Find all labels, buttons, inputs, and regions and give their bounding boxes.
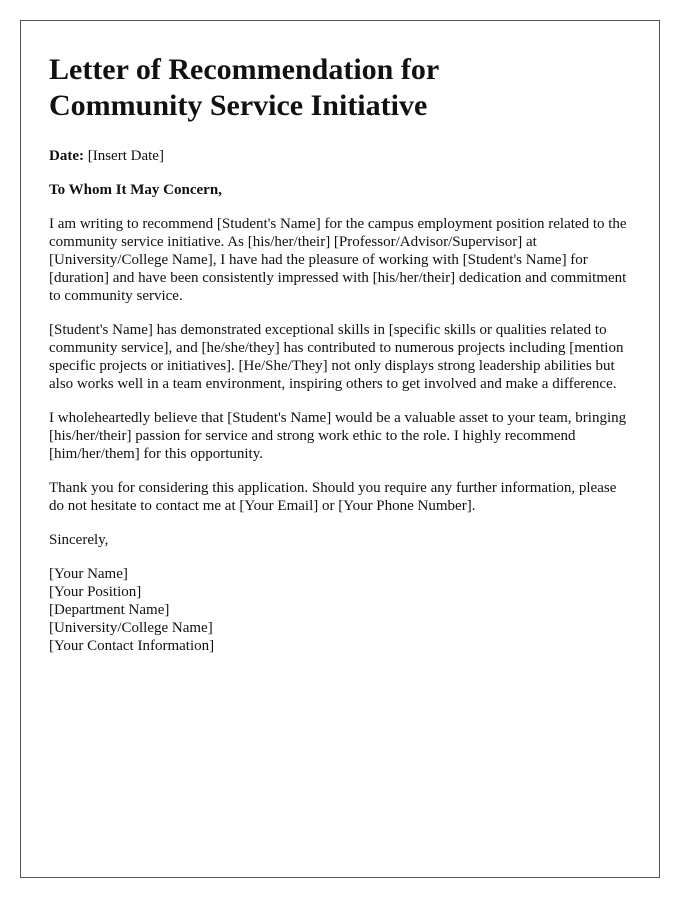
signature-contact: [Your Contact Information]: [49, 638, 215, 654]
signature-block: [49, 565, 631, 655]
signature-department: [Department Name]: [49, 602, 170, 618]
body-paragraph-3: I wholeheartedly believe that [Student's Name] would be a valuable asset to your team, bringing [his/her/their] passion for service and strong work ethic to the role. I highly recommend [him/her/them] for this opportunity.: [49, 410, 627, 462]
signature-institution: [University/College Name]: [49, 620, 213, 636]
date-value: [Insert Date]: [87, 148, 164, 164]
letter-page: [20, 20, 660, 878]
signature-position: [Your Position]: [49, 584, 142, 600]
body-paragraph-1: I am writing to recommend [Student's Name] for the campus employment position related to the community service initiative. As [his/her/their] [Professor/Advisor/Supervisor] at [University/College Name], I have had the pleasure of working with [Student's Name] for [duration] and have been consistently impressed with [his/her/their] dedication and commitment to community service.: [49, 216, 627, 304]
letter-title: [49, 52, 631, 124]
date-line: [49, 147, 631, 165]
title-line-2: Community Service Initiative: [49, 89, 428, 122]
date-label: Date:: [49, 148, 84, 164]
closing: Sincerely,: [49, 532, 109, 548]
title-line-1: Letter of Recommendation for: [49, 53, 440, 86]
signature-name: [Your Name]: [49, 566, 128, 582]
body-paragraph-4: Thank you for considering this application. Should you require any further information, please do not hesitate to contact me at [Your Email] or [Your Phone Number].: [49, 480, 617, 514]
salutation: To Whom It May Concern,: [49, 182, 222, 198]
body-paragraph-2: [Student's Name] has demonstrated exceptional skills in [specific skills or qualities related to community service], and [he/she/they] has contributed to numerous projects including [mention specific projects or initiatives]. [He/She/They] not only displays strong leadership abilities but also works well in a team environment, inspiring others to get involved and make a difference.: [49, 322, 624, 392]
